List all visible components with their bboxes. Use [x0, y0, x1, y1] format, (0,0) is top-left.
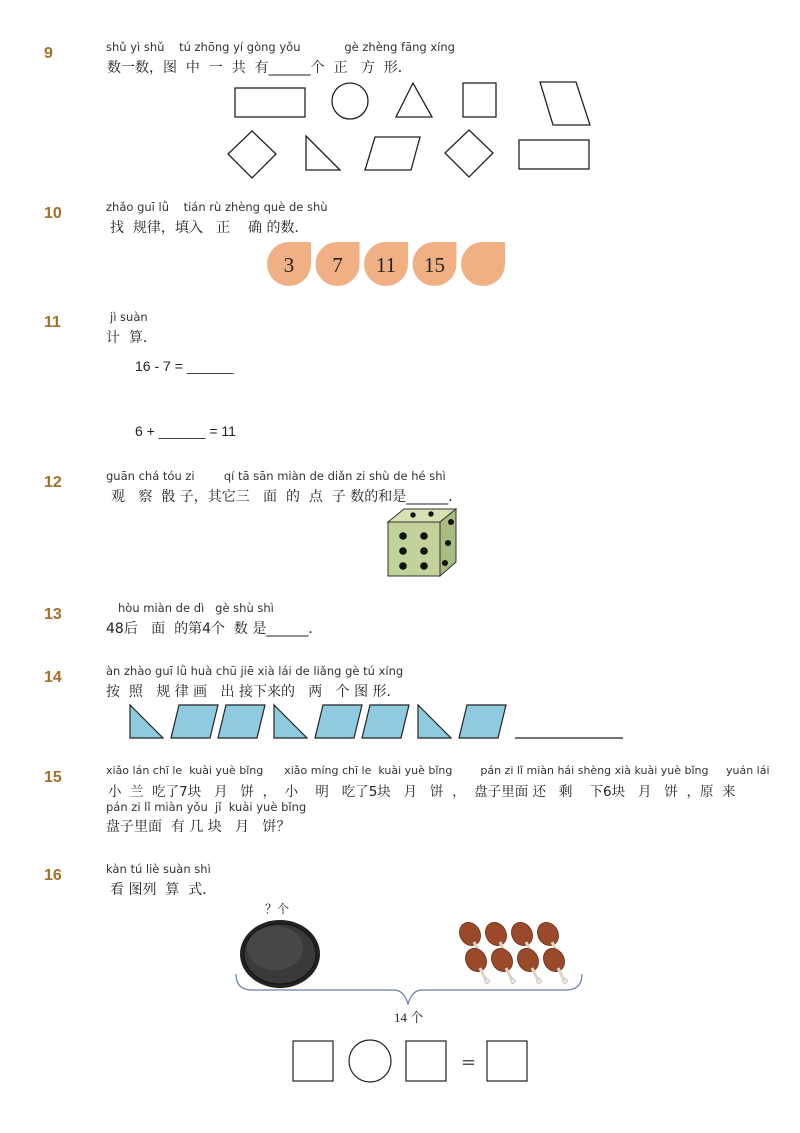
- pinyin-line: hòu miàn de dì gè shù shì: [118, 601, 274, 615]
- rotated-square-shape: [228, 131, 276, 178]
- drumstick-icon: [461, 945, 490, 984]
- drop-number: 11: [375, 253, 397, 277]
- question-text: 按 照 规 律 画 出 接下来的 两 个 图 形．: [106, 684, 401, 700]
- pinyin-line: zhǎo guī lǜ tián rù zhèng què de shù: [106, 200, 328, 214]
- drop-number: 3: [283, 253, 295, 277]
- answer-box[interactable]: [293, 1041, 333, 1081]
- number-drop: [461, 242, 505, 286]
- total-label: 14 个: [394, 1010, 424, 1025]
- number-drop: [413, 242, 457, 286]
- question-number: 10: [44, 205, 62, 222]
- rotated-square-shape: [445, 130, 493, 177]
- question-number: 13: [44, 606, 62, 623]
- drumstick-icon: [487, 945, 516, 984]
- right-triangle-shape: [274, 705, 307, 738]
- number-drops: [267, 242, 505, 286]
- number-drop: [316, 242, 360, 286]
- question-text: 计 算．: [106, 330, 157, 346]
- pinyin-line: guān chá tóu zi qí tā sān miàn de diǎn zi shù de hé shì: [106, 469, 446, 483]
- question-text: 看 图列 算 式．: [110, 882, 217, 898]
- circle-shape: [332, 83, 368, 119]
- question-number: 16: [44, 867, 62, 884]
- right-triangle-shape: [418, 705, 451, 738]
- parallelogram-shape: [362, 705, 409, 738]
- answer-box[interactable]: [406, 1041, 446, 1081]
- question-count-label: ？个: [265, 902, 290, 916]
- drop-number: 15: [424, 253, 445, 277]
- question-text: 48后 面 的第4个 数 是______．: [106, 621, 323, 637]
- rectangle-shape: [235, 88, 305, 117]
- question-text: 找 规律，填入 正 确 的数．: [110, 220, 309, 236]
- number-drop: [364, 242, 408, 286]
- right-triangle-shape: [130, 705, 163, 738]
- question-text: 数一数，图 中 一 共 有______个 正 方 形．: [107, 60, 412, 76]
- square-shape: [463, 83, 496, 117]
- parallelogram-shape: [459, 705, 506, 738]
- question-number: 11: [44, 314, 61, 331]
- parallelogram-shape: [315, 705, 362, 738]
- question-number: 12: [44, 474, 62, 491]
- right-triangle-shape: [306, 136, 340, 170]
- dice-icon: [388, 509, 456, 576]
- operator-circle[interactable]: [349, 1040, 391, 1082]
- triangle-shape: [396, 83, 432, 117]
- pinyin-line: xiǎo lán chī le kuài yuè bǐng xiǎo míng chī le kuài yuè bǐng pán zi lǐ miàn hái shèng xià kuài yuè bǐng yuán lái: [106, 764, 770, 777]
- pinyin-line: kàn tú liè suàn shì: [106, 862, 211, 876]
- plate-icon: [240, 920, 320, 988]
- pinyin-line: àn zhào guī lǜ huà chū jiē xià lái de liǎng gè tú xíng: [106, 664, 404, 678]
- shape-pattern: [130, 705, 506, 738]
- pinyin-line: shǔ yì shǔ tú zhōng yí gòng yǒu gè zhèng fāng xíng: [106, 40, 455, 54]
- equation-2: 6 + ______ = 11: [135, 423, 236, 439]
- parallelogram-shape: [218, 705, 265, 738]
- pinyin-line: jì suàn: [110, 310, 148, 324]
- equation-1: 16 - 7 = ______: [135, 358, 234, 374]
- equals-sign: =: [461, 1052, 477, 1073]
- answer-box[interactable]: [487, 1041, 527, 1081]
- parallelogram-shape: [540, 82, 590, 125]
- question-number: 14: [44, 669, 62, 686]
- question-text: 盘子里面 有 几 块 月 饼？: [106, 819, 291, 835]
- drop-number: 7: [332, 253, 343, 277]
- question-text: 小 兰 吃了7块 月 饼 ， 小 明 吃了5块 月 饼 ， 盘子里面 还 剩 下6块 月 饼 ，原 来: [108, 784, 736, 800]
- pinyin-line: pán zi lǐ miàn yǒu jǐ kuài yuè bǐng: [106, 800, 307, 814]
- drumstick-icon: [539, 945, 568, 984]
- number-drop: [267, 242, 311, 286]
- rectangle-shape: [519, 140, 589, 169]
- drumsticks-group: [455, 919, 568, 984]
- drumstick-icon: [513, 945, 542, 984]
- question-number: 15: [44, 769, 62, 786]
- parallelogram-shape: [365, 137, 420, 170]
- parallelogram-shape: [171, 705, 218, 738]
- question-number: 9: [44, 45, 53, 62]
- question-text: 观 察 骰 子，其它三 面 的 点 子 数的和是______．: [111, 489, 463, 505]
